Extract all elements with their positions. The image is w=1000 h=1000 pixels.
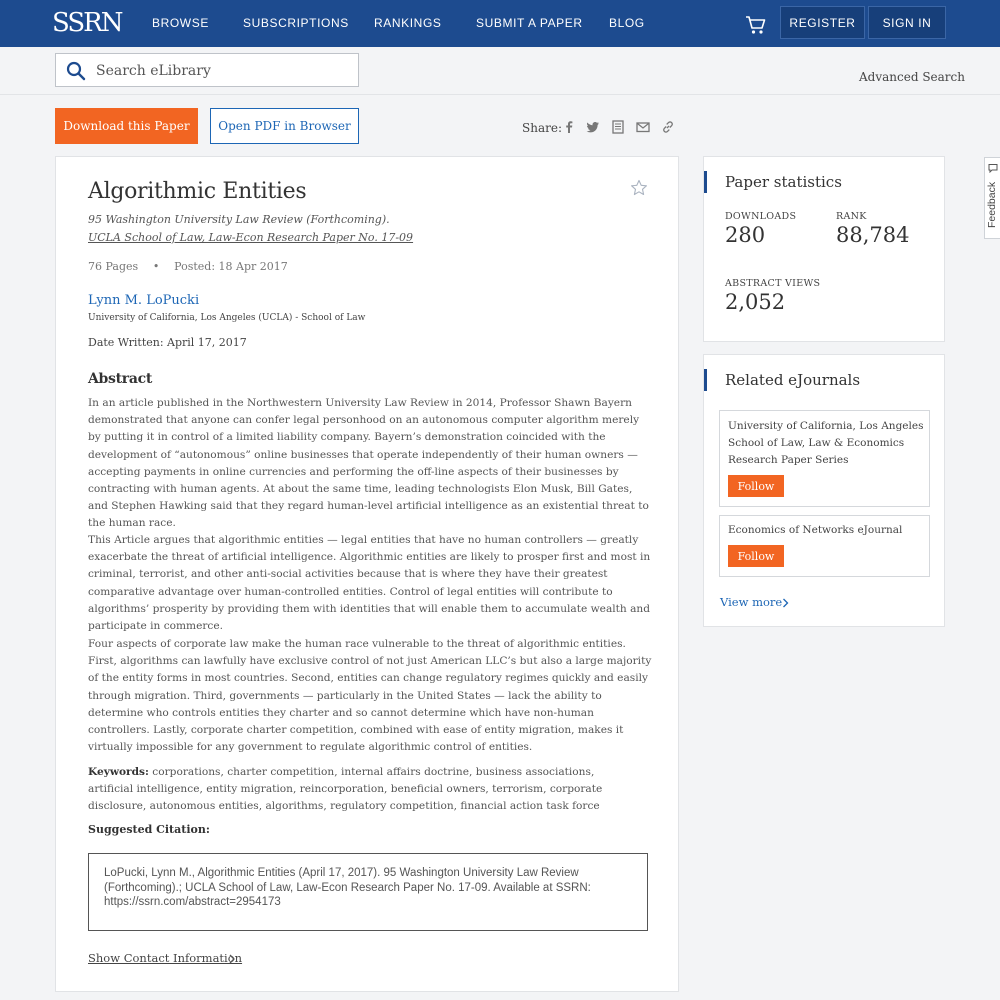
- citation-box[interactable]: LoPucki, Lynn M., Algorithmic Entities (April 17, 2017). 95 Washington University Law Review (Forthcoming).; UCLA School of Law, Law-Econ Research Paper No. 17-09. Available at SSRN: https://ssrn.com/abstract=2954173: [88, 853, 648, 931]
- paper-statistics-card: [703, 156, 945, 342]
- nav-rankings[interactable]: RANKINGS: [374, 16, 442, 30]
- feedback-label: Feedback: [986, 181, 998, 228]
- download-paper-button[interactable]: Download this Paper: [55, 108, 198, 144]
- star-icon[interactable]: [630, 179, 648, 197]
- feedback-icon: [988, 163, 998, 173]
- ejournal-item: [719, 410, 930, 507]
- mail-icon[interactable]: [636, 120, 650, 134]
- open-pdf-button[interactable]: Open PDF in Browser: [210, 108, 359, 144]
- nav-blog[interactable]: BLOG: [609, 16, 645, 30]
- cart-icon[interactable]: [745, 15, 767, 35]
- abstract-paragraph: Four aspects of corporate law make the human race vulnerable to the threat of algorithmic entities. First, algorithms can lawfully have exclusive control of not just American LLC’s but also a large majority of the entity forms in most countries. Second, entities can change regulatory regimes quickly and easily through migration. Third, governments — particularly in the United States — lack the ability to determine who controls entities they charter and so cannot determine which have non-human controllers. Lastly, corporate charter competition, combined with ease of entity migration, makes it virtually impossible for any government to regulate algorithmic control of entities.: [88, 638, 652, 754]
- page-count: 76 Pages: [88, 260, 139, 273]
- nav-submit-paper[interactable]: SUBMIT A PAPER: [476, 16, 583, 30]
- paper-card: [55, 156, 679, 992]
- abstract-views-value: 2,052: [725, 290, 786, 314]
- rank-label: RANK: [836, 211, 867, 222]
- paper-statistics-heading: Paper statistics: [704, 171, 842, 193]
- posted-date: Posted: 18 Apr 2017: [174, 260, 288, 273]
- journal-citation: 95 Washington University Law Review (Forthcoming).: [88, 213, 390, 226]
- document-icon[interactable]: [611, 120, 625, 134]
- abstract-views-label: ABSTRACT VIEWS: [725, 278, 821, 289]
- downloads-label: DOWNLOADS: [725, 211, 797, 222]
- feedback-tab[interactable]: [984, 157, 1000, 239]
- author-affiliation: University of California, Los Angeles (UCLA) - School of Law: [88, 313, 366, 323]
- paper-meta: 76 Pages • Posted: 18 Apr 2017: [88, 260, 288, 273]
- abstract-paragraph: This Article argues that algorithmic entities — legal entities that have no human controllers — greatly exacerbate the threat of artificial intelligence. Algorithmic entities are likely to prosper first and most in criminal, terrorist, and other anti-social activities because that is where they have their greatest comparative advantage over human-controlled entities. Control of legal entities will contribute to algorithms’ prosperity by providing them with identities that will enable them to accumulate wealth and participate in commerce.: [88, 534, 651, 633]
- search-box[interactable]: [55, 53, 359, 87]
- follow-button[interactable]: Follow: [728, 475, 784, 497]
- series-link[interactable]: UCLA School of Law, Law-Econ Research Paper No. 17-09: [88, 231, 414, 244]
- ejournal-item: [719, 515, 930, 577]
- nav-browse[interactable]: BROWSE: [152, 16, 209, 30]
- search-icon[interactable]: [66, 61, 86, 81]
- nav-subscriptions[interactable]: SUBSCRIPTIONS: [243, 16, 349, 30]
- related-ejournals-card: [703, 354, 945, 627]
- related-ejournals-heading: Related eJournals: [704, 369, 860, 391]
- register-button[interactable]: REGISTER: [780, 6, 865, 39]
- abstract-paragraph: In an article published in the Northwestern University Law Review in 2014, Professor Shawn Bayern demonstrated that anyone can confer legal personhood on an autonomous computer algorithm merely by putting it in control of a limited liability company. Bayern’s demonstration coincided with the development of “autonomous” online businesses that operate independently of their human owners — accepting payments in online currencies and performing the off-line aspects of their businesses by contracting with human agents. At about the same time, leading technologists Elon Musk, Bill Gates, and Stephen Hawking said that they regard human-level artificial intelligence as an existential threat to the human race.: [88, 397, 649, 530]
- sign-in-button[interactable]: SIGN IN: [868, 6, 946, 39]
- keywords: [88, 764, 628, 816]
- view-more-link[interactable]: View more: [720, 595, 783, 609]
- twitter-icon[interactable]: [586, 120, 600, 134]
- chevron-right-icon: [228, 954, 236, 964]
- date-written: Date Written: April 17, 2017: [88, 336, 247, 349]
- advanced-search-link[interactable]: Advanced Search: [859, 70, 965, 84]
- rank-value: 88,784: [836, 223, 910, 247]
- follow-button[interactable]: Follow: [728, 545, 784, 567]
- abstract-heading: Abstract: [88, 371, 153, 387]
- search-input[interactable]: [96, 60, 351, 82]
- search-bar: [0, 47, 1000, 95]
- ssrn-logo[interactable]: SSRN: [52, 8, 122, 38]
- show-contact-link[interactable]: Show Contact Information: [88, 951, 243, 965]
- ejournal-name[interactable]: Economics of Networks eJournal: [728, 524, 903, 536]
- keywords-label: Keywords:: [88, 766, 149, 778]
- chevron-right-icon: [782, 598, 789, 608]
- citation-heading: Suggested Citation:: [88, 823, 210, 836]
- top-navigation: [0, 0, 1000, 47]
- paper-title: Algorithmic Entities: [88, 179, 307, 204]
- ejournal-name[interactable]: University of California, Los Angeles School of Law, Law & Economics Research Paper Series: [728, 420, 924, 467]
- keywords-list: corporations, charter competition, internal affairs doctrine, business associations, artificial intelligence, entity migration, reincorporation, beneficial owners, terrorism, corporate disclosure, autonomous entities, algorithms, regulatory competition, financial action task force: [88, 766, 603, 813]
- share-label: Share:: [522, 121, 562, 135]
- facebook-icon[interactable]: [562, 120, 576, 134]
- author-link[interactable]: Lynn M. LoPucki: [88, 293, 200, 308]
- downloads-value: 280: [725, 223, 766, 247]
- link-icon[interactable]: [661, 120, 675, 134]
